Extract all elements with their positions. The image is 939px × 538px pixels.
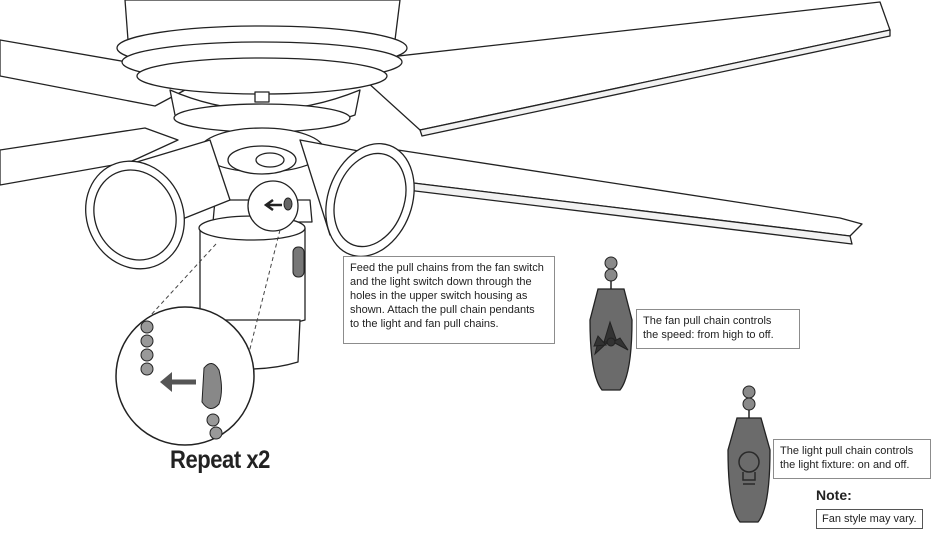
motor-housing	[117, 0, 407, 132]
note-title: Note:	[816, 487, 852, 503]
fan-pendant	[590, 257, 632, 390]
feed-chains-callout: Feed the pull chains from the fan switch and the light switch down through the holes in the upper switch housing as shown. Attach the pull chain pendants to the light and fan pull chains.	[343, 256, 555, 344]
note-text: Fan style may vary.	[816, 509, 923, 529]
fan-chain-callout: The fan pull chain controls the speed: from high to off.	[636, 309, 800, 349]
fan-blade-right-upper	[345, 2, 890, 136]
detail-circle-small	[248, 181, 298, 231]
light-pendant	[728, 386, 770, 522]
light-chain-callout: The light pull chain controls the light fixture: on and off.	[773, 439, 931, 479]
fan-blade-right-lower	[398, 150, 862, 244]
detail-circle-large	[116, 307, 254, 445]
repeat-label: Repeat x2	[170, 446, 270, 474]
housing-pendant	[293, 247, 304, 277]
